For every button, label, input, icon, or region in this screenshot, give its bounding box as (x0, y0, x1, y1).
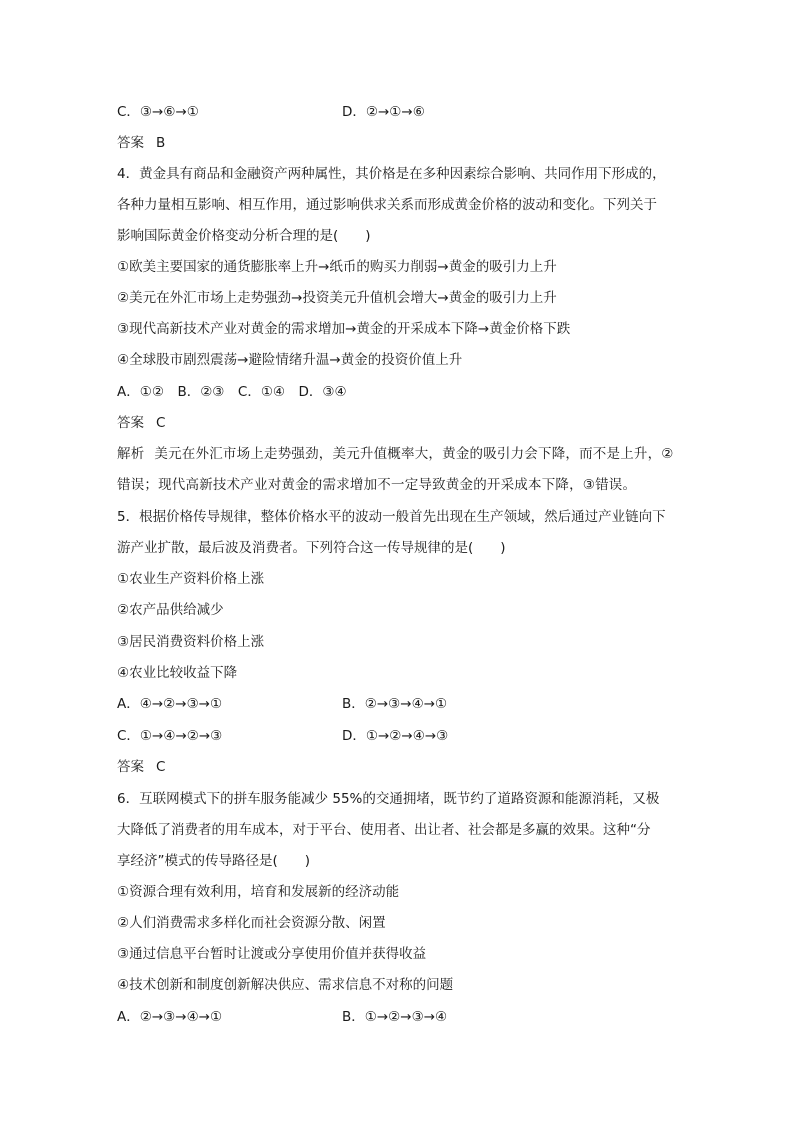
explanation-label: 解析 (117, 446, 145, 462)
q5-option-a: A．④→②→③→① (117, 696, 223, 712)
q5-option-c: C．①→④→②→③ (117, 728, 223, 744)
answer-label: 答案 (117, 415, 144, 431)
q4-options: A．①② B．②③ C．①④ D．③④ (117, 384, 347, 400)
q6-item-4: ④技术创新和制度创新解决供应、需求信息不对称的问题 (117, 977, 454, 993)
q6-stem-line-3: 享经济”模式的传导路径是( ) (117, 853, 311, 869)
q4-answer (117, 414, 165, 432)
q6-item-3: ③通过信息平台暂时让渡或分享使用价值并获得收益 (117, 946, 427, 962)
q4-item-1: ①欧美主要国家的通货膨胀率上升→纸币的购买力削弱→黄金的吸引力上升 (117, 259, 557, 275)
q3-option-d: D．②→①→⑥ (342, 104, 425, 120)
q6-stem-line-2: 大降低了消费者的用车成本，对于平台、使用者、出让者、社会都是多赢的效果。这种“分 (117, 822, 651, 838)
q6-option-a: A．②→③→④→① (117, 1009, 223, 1025)
q5-option-b: B．②→③→④→① (342, 696, 448, 712)
q5-stem-line-1: 5．根据价格传导规律，整体价格水平的波动一般首先出现在生产领域，然后通过产业链向下 (117, 509, 666, 525)
answer-label: 答案 (117, 135, 144, 151)
q4-explanation-line-2: 错误；现代高新技术产业对黄金的需求增加不一定导致黄金的开采成本下降，③错误。 (117, 477, 637, 493)
q4-item-2: ②美元在外汇市场上走势强劲→投资美元升值机会增大→黄金的吸引力上升 (117, 290, 557, 306)
q3-answer (117, 134, 165, 152)
q5-answer (117, 758, 165, 776)
explanation-text: 美元在外汇市场上走势强劲，美元升值概率大，黄金的吸引力会下降，而不是上升，② (154, 446, 674, 462)
answer-value: B (156, 135, 166, 151)
q3-option-c: C．③→⑥→① (117, 104, 199, 120)
q6-item-1: ①资源合理有效利用，培育和发展新的经济动能 (117, 884, 400, 900)
answer-value: C (156, 759, 166, 775)
q5-stem-line-2: 游产业扩散，最后波及消费者。下列符合这一传导规律的是( ) (117, 540, 506, 556)
q5-item-1: ①农业生产资料价格上涨 (117, 571, 265, 587)
q5-option-d: D．①→②→④→③ (342, 728, 449, 744)
answer-value: C (156, 415, 166, 431)
q4-stem-line-2: 各种力量相互影响、相互作用，通过影响供求关系而形成黄金价格的波动和变化。下列关于 (117, 197, 657, 213)
q4-stem-line-3: 影响国际黄金价格变动分析合理的是( ) (117, 228, 371, 244)
q4-explanation-line-1 (117, 445, 674, 463)
q6-stem-line-1: 6．互联网模式下的拼车服务能减少 55%的交通拥堵，既节约了道路资源和能源消耗，又极 (117, 791, 660, 807)
q5-item-2: ②农产品供给减少 (117, 602, 224, 618)
q4-stem-line-1: 4．黄金具有商品和金融资产两种属性，其价格是在多种因素综合影响、共同作用下形成的， (117, 166, 666, 182)
q6-option-b: B．①→②→③→④ (342, 1009, 448, 1025)
q4-item-3: ③现代高新技术产业对黄金的需求增加→黄金的开采成本下降→黄金价格下跌 (117, 321, 571, 337)
q4-item-4: ④全球股市剧烈震荡→避险情绪升温→黄金的投资价值上升 (117, 352, 463, 368)
q5-item-4: ④农业比较收益下降 (117, 665, 238, 681)
q6-item-2: ②人们消费需求多样化而社会资源分散、闲置 (117, 915, 386, 931)
answer-label: 答案 (117, 759, 144, 775)
q5-item-3: ③居民消费资料价格上涨 (117, 634, 265, 650)
